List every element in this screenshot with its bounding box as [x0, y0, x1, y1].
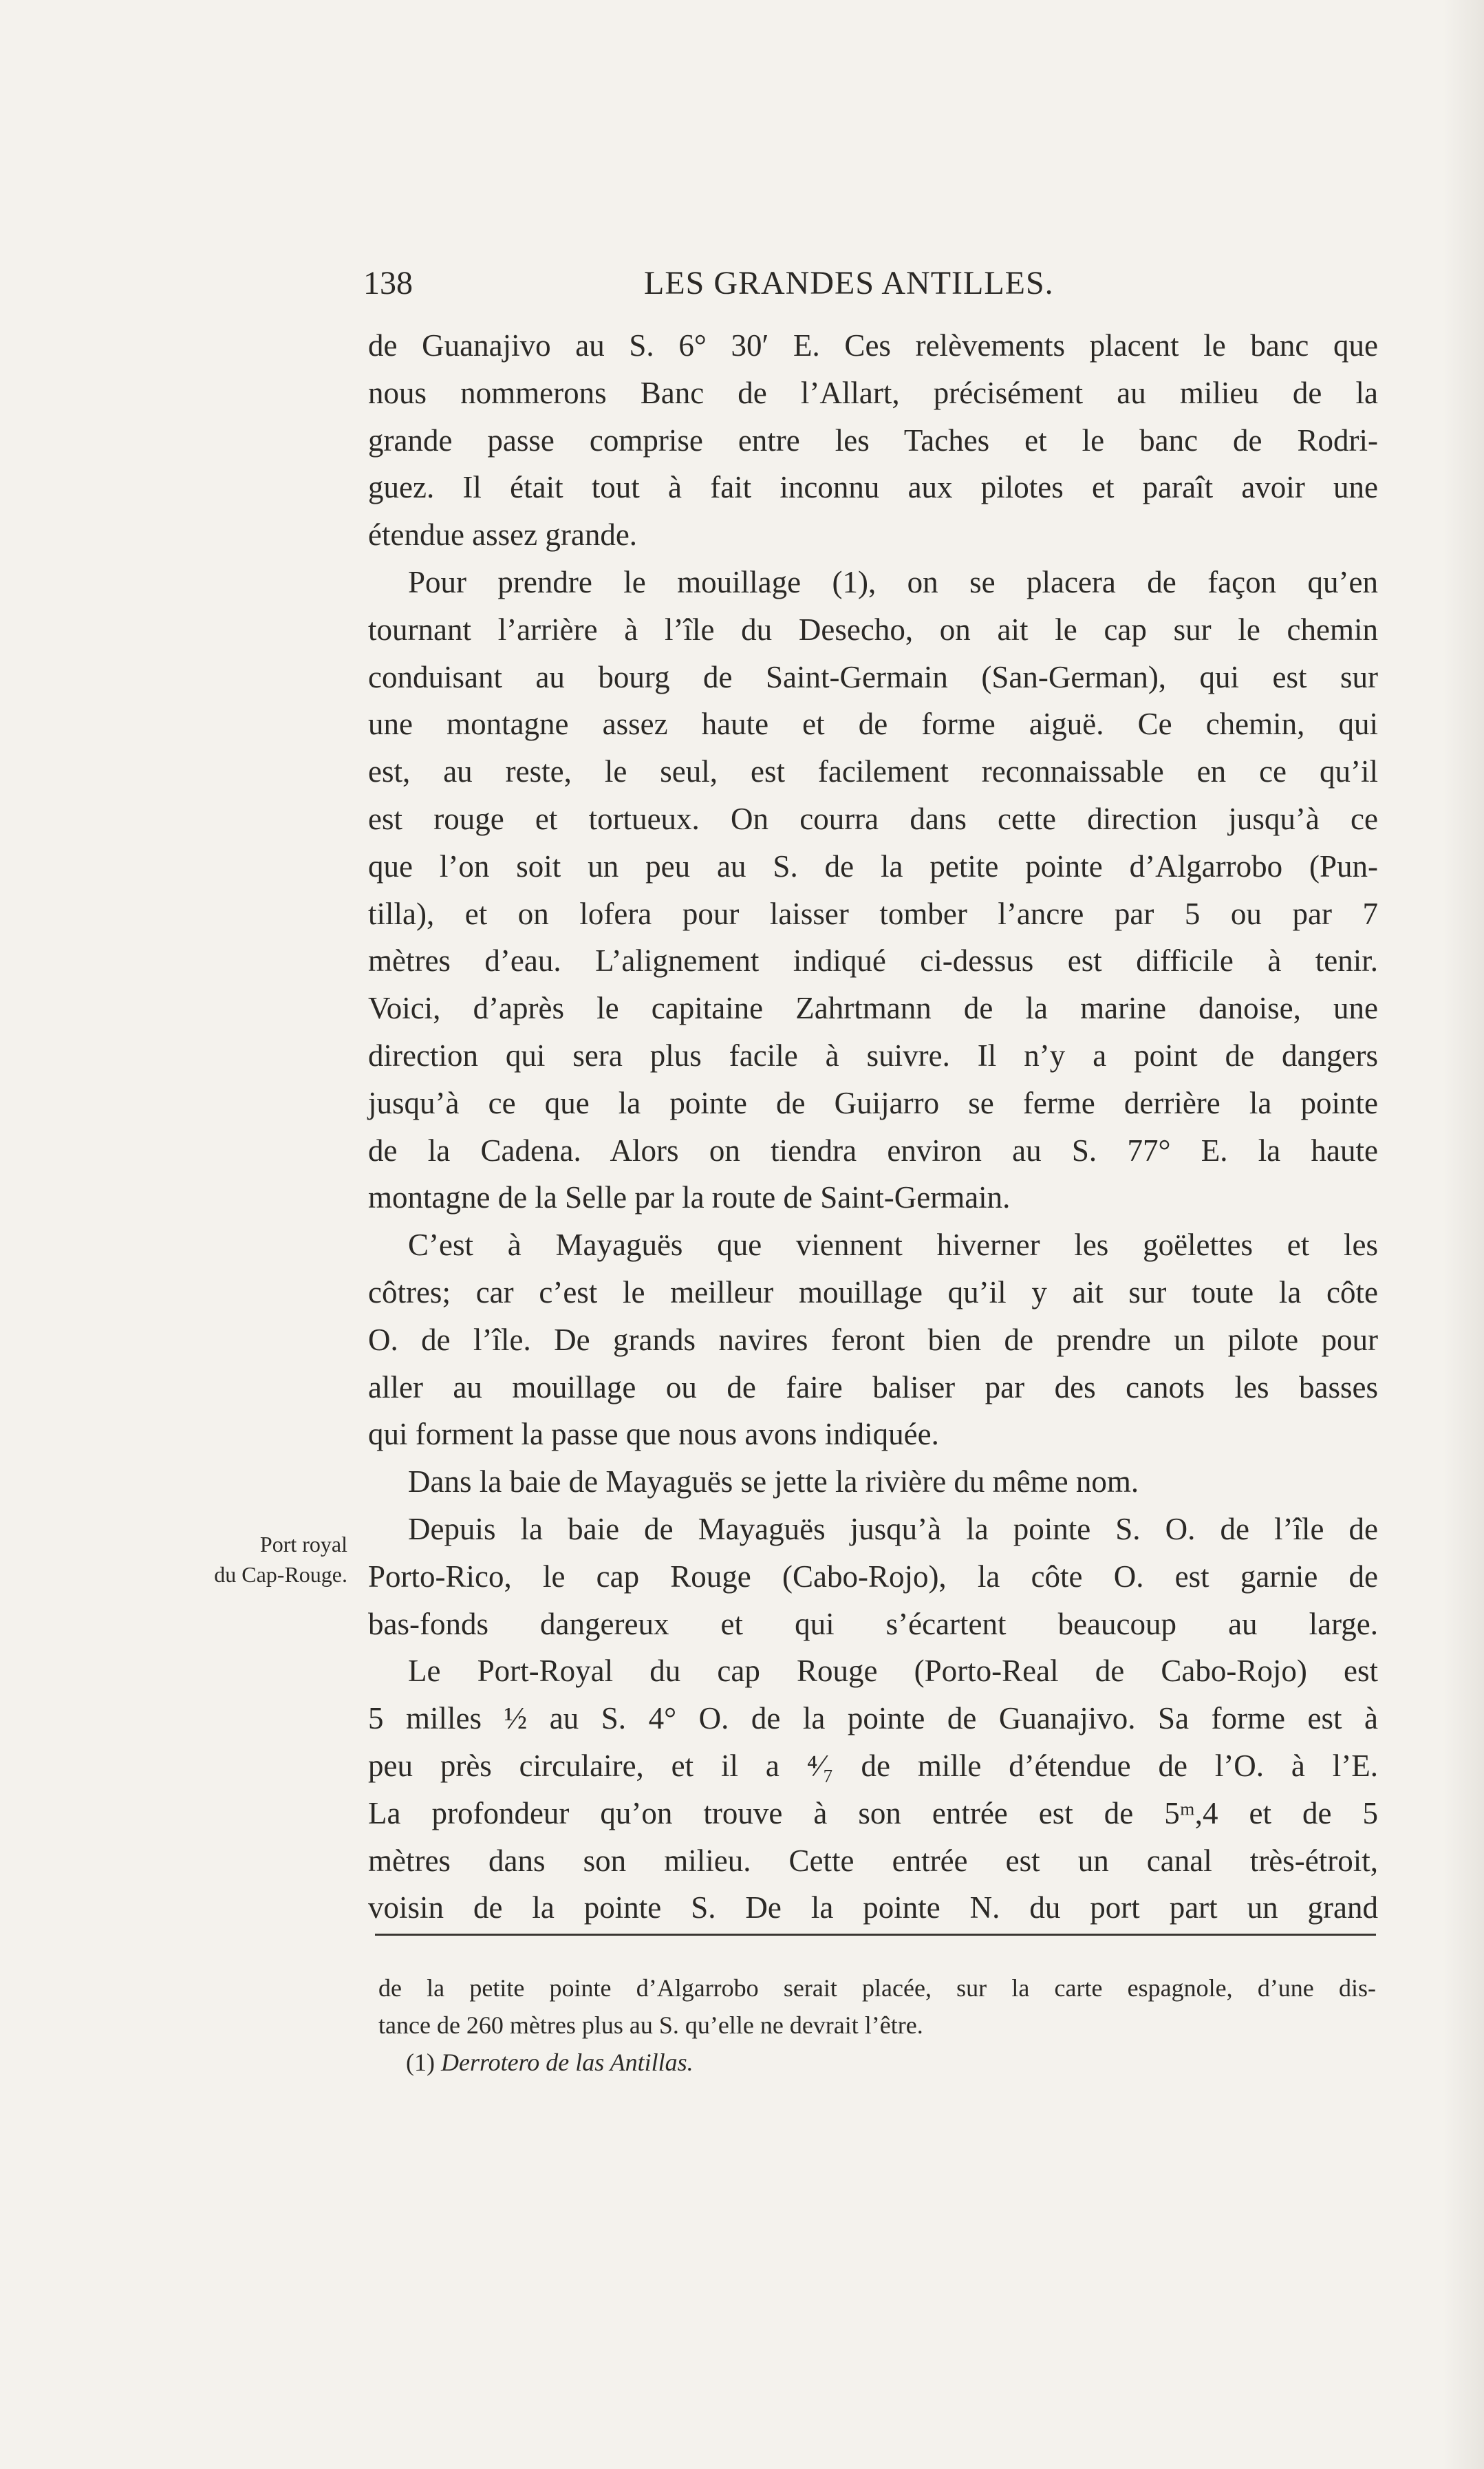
footnote-number: (1): [406, 2049, 435, 2076]
body-line: côtres; car c’est le meilleur mouillage qu’il y ait sur toute la côte: [368, 1274, 1378, 1310]
body-line: mètres d’eau. L’alignement indiqué ci-dessus est difficile à tenir.: [368, 943, 1378, 979]
body-line: O. de l’île. De grands navires feront bien de prendre un pilote pour: [368, 1322, 1378, 1357]
body-line: que l’on soit un peu au S. de la petite pointe d’Algarrobo (Pun-: [368, 848, 1378, 884]
body-line: peu près circulaire, et il a ⁴⁄₇ de mille d’étendue de l’O. à l’E.: [368, 1748, 1378, 1783]
body-line: voisin de la pointe S. De la pointe N. du port part un grand: [368, 1890, 1378, 1925]
body-line: une montagne assez haute et de forme aiguë. Ce chemin, qui: [368, 707, 1378, 742]
body-line: Le Port-Royal du cap Rouge (Porto-Real de Cabo-Rojo) est: [408, 1654, 1378, 1689]
body-line: conduisant au bourg de Saint-Germain (San-German), qui est sur: [368, 659, 1378, 694]
body-line: aller au mouillage ou de faire baliser par des canots les basses: [368, 1369, 1378, 1404]
body-line: qui forment la passe que nous avons indiquée.: [368, 1417, 939, 1452]
body-line: Porto-Rico, le cap Rouge (Cabo-Rojo), la côte O. est garnie de: [368, 1559, 1378, 1594]
body-line: C’est à Mayaguës que viennent hiverner les goëlettes et les: [408, 1228, 1378, 1263]
footnote-rule: [375, 1934, 1376, 1936]
body-line: Depuis la baie de Mayaguës jusqu’à la pointe S. O. de l’île de: [408, 1511, 1378, 1546]
page-header: [363, 263, 1378, 304]
body-line: montagne de la Selle par la route de Saint-Germain.: [368, 1180, 1011, 1215]
running-title: LES GRANDES ANTILLES.: [644, 265, 1054, 301]
body-line: La profondeur qu’on trouve à son entrée est de 5ᵐ,4 et de 5: [368, 1795, 1378, 1830]
body-text: [368, 322, 1378, 1932]
page-number: 138: [363, 265, 413, 301]
footnote-line: tance de 260 mètres plus au S. qu’elle ne devrait l’être.: [378, 2011, 923, 2039]
body-line: jusqu’à ce que la pointe de Guijarro se ferme derrière la pointe: [368, 1085, 1378, 1120]
body-line: de la Cadena. Alors on tiendra environ au S. 77° E. la haute: [368, 1133, 1378, 1168]
body-line: est rouge et tortueux. On courra dans cette direction jusqu’à ce: [368, 801, 1378, 836]
body-line: est, au reste, le seul, est facilement reconnaissable en ce qu’il: [368, 754, 1378, 789]
margin-note: [158, 1529, 347, 1590]
body-line: étendue assez grande.: [368, 517, 638, 553]
body-line: Voici, d’après le capitaine Zahrtmann de la marine danoise, une: [368, 991, 1378, 1026]
footnote-line: de la petite pointe d’Algarrobo serait placée, sur la carte espagnole, d’une dis-: [378, 1974, 1376, 2002]
body-line: de Guanajivo au S. 6° 30′ E. Ces relèvements placent le banc que: [368, 328, 1378, 363]
footnotes: [378, 1969, 1376, 2081]
body-line: bas-fonds dangereux et qui s’écartent beaucoup au large.: [368, 1606, 1378, 1641]
body-line: 5 milles ½ au S. 4° O. de la pointe de Guanajivo. Sa forme est à: [368, 1701, 1378, 1736]
body-line: guez. Il était tout à fait inconnu aux pilotes et paraît avoir une: [368, 470, 1378, 505]
body-line: mètres dans son milieu. Cette entrée est un canal très-étroit,: [368, 1843, 1378, 1878]
footnote-source-title: Derrotero de las Antillas.: [440, 2049, 693, 2076]
body-line: direction qui sera plus facile à suivre. Il n’y a point de dangers: [368, 1038, 1378, 1073]
margin-note-line: Port royal: [259, 1532, 347, 1557]
body-line: tournant l’arrière à l’île du Desecho, on ait le cap sur le chemin: [368, 612, 1378, 647]
body-line: nous nommerons Banc de l’Allart, précisément au milieu de la: [368, 375, 1378, 410]
body-line: tilla), et on lofera pour laisser tomber l’ancre par 5 ou par 7: [368, 896, 1378, 931]
footnote-reference: [378, 2044, 1376, 2081]
body-line: grande passe comprise entre les Taches et le banc de Rodri-: [368, 423, 1378, 458]
body-line: Pour prendre le mouillage (1), on se placera de façon qu’en: [408, 564, 1378, 599]
page-edge-shadow: [1443, 0, 1484, 2469]
margin-note-line: du Cap-Rouge.: [214, 1562, 347, 1587]
body-line: Dans la baie de Mayaguës se jette la rivière du même nom.: [408, 1464, 1139, 1499]
